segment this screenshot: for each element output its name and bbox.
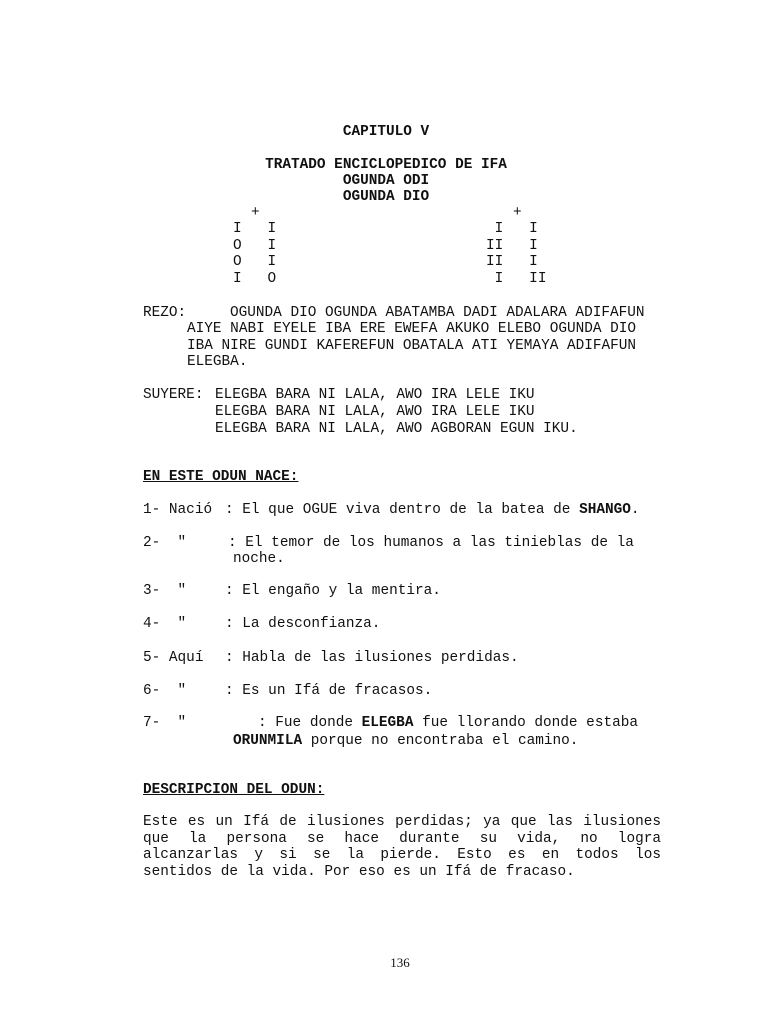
nace-item-1-num: 1- Nació xyxy=(143,502,213,518)
rezo-label: REZO: xyxy=(143,305,187,321)
figure-right-row: II I xyxy=(486,238,538,254)
nace-item-4-num: 4- " xyxy=(143,616,187,632)
rezo-line: ELEGBA. xyxy=(187,354,248,370)
nace-item-5-num: 5- Aquí xyxy=(143,650,204,666)
page-number: 136 xyxy=(390,955,410,970)
heading-line-2: OGUNDA ODI xyxy=(342,173,430,189)
heading-line-1: TRATADO ENCICLOPEDICO DE IFA xyxy=(265,157,507,173)
descripcion-heading: DESCRIPCION DEL ODUN: xyxy=(143,782,325,798)
suyere-line: ELEGBA BARA NI LALA, AWO AGBORAN EGUN IKU. xyxy=(215,421,578,437)
nace-item-2-text: : El temor de los humanos a las tinieblas de la xyxy=(228,535,634,551)
nace-item-6-num: 6- " xyxy=(143,683,187,699)
figure-left-row: O I xyxy=(233,254,277,270)
suyere-line: ELEGBA BARA NI LALA, AWO IRA LELE IKU xyxy=(215,404,535,420)
nace-item-4-text: : La desconfianza. xyxy=(225,616,381,632)
nace-item-7-num: 7- " xyxy=(143,715,187,731)
rezo-line: IBA NIRE GUNDI KAFEREFUN OBATALA ATI YEMAYA ADIFAFUN xyxy=(187,338,637,354)
figure-left-plus: + xyxy=(251,205,260,221)
figure-right-plus: + xyxy=(513,205,522,221)
nace-item-5-text: : Habla de las ilusiones perdidas. xyxy=(225,650,519,666)
suyere-line: ELEGBA BARA NI LALA, AWO IRA LELE IKU xyxy=(215,387,535,403)
nace-item-2-num: 2- " xyxy=(143,535,187,551)
descripcion-text: Este es un Ifá de ilusiones perdidas; ya que las ilusiones que la persona se hace durante su vida, no logra alcanzarlas y si se la pierde. Esto es en todos los sentidos de la vida. Por eso es un Ifá de fracaso. xyxy=(143,814,661,880)
nace-heading: EN ESTE ODUN NACE: xyxy=(143,469,299,485)
nace-item-7-text-cont: ORUNMILA porque no encontraba el camino. xyxy=(233,733,579,749)
nace-item-3-text: : El engaño y la mentira. xyxy=(225,583,441,599)
rezo-line: AIYE NABI EYELE IBA ERE EWEFA AKUKO ELEBO OGUNDA DIO xyxy=(187,321,637,337)
chapter-title: CAPITULO V xyxy=(342,124,430,140)
heading-line-3: OGUNDA DIO xyxy=(342,189,430,205)
rezo-line: OGUNDA DIO OGUNDA ABATAMBA DADI ADALARA ADIFAFUN xyxy=(230,305,645,321)
figure-left-row: O I xyxy=(233,238,277,254)
figure-right-row: II I xyxy=(486,254,538,270)
figure-left-row: I O xyxy=(233,271,277,287)
nace-item-6-text: : Es un Ifá de fracasos. xyxy=(225,683,433,699)
suyere-label: SUYERE: xyxy=(143,387,204,403)
figure-left-row: I I xyxy=(233,221,277,237)
nace-item-7-text: : Fue donde ELEGBA fue llorando donde estaba xyxy=(258,715,638,731)
nace-item-2-text-cont: noche. xyxy=(233,551,285,567)
figure-right-row: I I xyxy=(486,221,538,237)
nace-item-1-text: : El que OGUE viva dentro de la batea de SHANGO. xyxy=(225,502,640,518)
nace-item-3-num: 3- " xyxy=(143,583,187,599)
figure-right-row: I II xyxy=(486,271,547,287)
